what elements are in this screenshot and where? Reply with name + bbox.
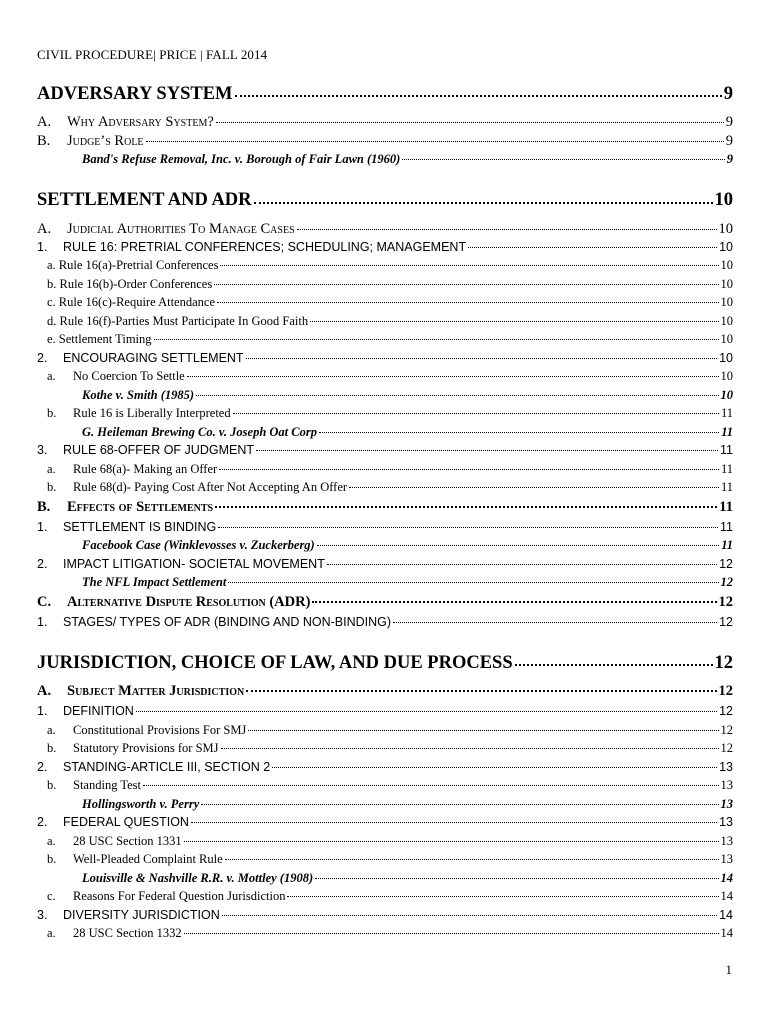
toc-entry-page: 10 bbox=[720, 258, 733, 272]
toc-entry-h3[interactable] bbox=[37, 615, 733, 634]
dot-leader bbox=[246, 690, 716, 692]
toc-entry-label bbox=[37, 351, 244, 365]
dot-leader bbox=[235, 95, 722, 97]
toc-entry-title: 28 USC Section 1331 bbox=[73, 833, 182, 848]
toc-entry-label bbox=[37, 594, 310, 611]
toc-entry-label bbox=[37, 114, 214, 131]
dot-leader bbox=[221, 748, 719, 749]
toc-entry-label bbox=[47, 834, 182, 849]
toc-entry-case[interactable] bbox=[37, 797, 733, 816]
toc-entry-title: Constitutional Provisions For SMJ bbox=[73, 722, 247, 737]
toc-entry-h3[interactable] bbox=[37, 704, 733, 723]
toc-entry-h2[interactable] bbox=[37, 221, 733, 240]
toc-entry-title: Well-Pleaded Complaint Rule bbox=[73, 852, 223, 866]
toc-entry-h4n[interactable] bbox=[37, 926, 733, 945]
toc-entry-number: b. bbox=[47, 741, 57, 755]
toc-entry-title: DIVERSITY JURISDICTION bbox=[63, 907, 220, 922]
toc-entry-title: SETTLEMENT AND ADR bbox=[37, 190, 252, 210]
toc-entry-label bbox=[37, 240, 466, 254]
toc-entry-number: a. bbox=[47, 461, 56, 476]
toc-entry-number: A. bbox=[37, 683, 52, 699]
toc-entry-title: RULE 16: PRETRIAL CONFERENCES; SCHEDULING; MANAGEMENT bbox=[63, 239, 467, 254]
toc-entry-title: No Coercion To Settle bbox=[73, 369, 185, 383]
toc-entry-page: 12 bbox=[719, 556, 733, 571]
toc-entry-title: Facebook Case (Winklevosses v. Zuckerberg) bbox=[82, 538, 315, 552]
dot-leader bbox=[319, 432, 719, 433]
dot-leader bbox=[216, 122, 724, 123]
toc-entry-title: SETTLEMENT IS BINDING bbox=[63, 519, 217, 534]
toc-entry-label bbox=[37, 557, 325, 571]
toc-entry-number: A. bbox=[37, 220, 52, 237]
toc-entry-number: 1. bbox=[37, 614, 48, 629]
toc-entry-label bbox=[37, 653, 513, 674]
toc-entry-title: Louisville & Nashville R.R. v. Mottley (1908) bbox=[82, 870, 314, 885]
toc-entry-h3[interactable] bbox=[37, 557, 733, 576]
toc-entry-page: 9 bbox=[725, 133, 733, 149]
toc-entry-label bbox=[82, 425, 317, 440]
toc-entry-page: 13 bbox=[720, 778, 733, 792]
toc-entry-h4n[interactable] bbox=[37, 741, 733, 760]
toc-entry-title: Rule 68(d)- Paying Cost After Not Accepting An Offer bbox=[73, 480, 348, 494]
dot-leader bbox=[402, 159, 724, 160]
toc-entry-page: 11 bbox=[721, 424, 733, 439]
toc-entry-title: Reasons For Federal Question Jurisdiction bbox=[73, 889, 286, 903]
toc-entry-title: Hollingsworth v. Perry bbox=[82, 796, 200, 811]
toc-entry-page: 11 bbox=[720, 480, 733, 494]
table-of-contents bbox=[37, 74, 733, 945]
toc-entry-h4n[interactable] bbox=[37, 889, 733, 908]
toc-entry-page: 11 bbox=[720, 519, 733, 534]
toc-entry-page: 9 bbox=[725, 114, 733, 130]
toc-entry-title: STANDING-ARTICLE III, SECTION 2 bbox=[63, 759, 271, 774]
dot-leader bbox=[143, 785, 719, 786]
toc-entry-page: 13 bbox=[720, 833, 733, 848]
toc-entry-h4n[interactable] bbox=[37, 369, 733, 388]
toc-entry-h1[interactable] bbox=[37, 181, 733, 221]
toc-entry-title: Judicial Authorities To Manage Cases bbox=[67, 220, 295, 237]
toc-entry-h3[interactable] bbox=[37, 760, 733, 779]
toc-entry-label bbox=[37, 760, 270, 774]
toc-entry-number: C. bbox=[37, 593, 52, 610]
dot-leader bbox=[349, 487, 719, 488]
toc-entry-page: 10 bbox=[720, 332, 733, 346]
toc-entry-label bbox=[37, 815, 189, 829]
toc-entry-label bbox=[47, 369, 185, 384]
toc-entry-h1[interactable] bbox=[37, 74, 733, 114]
toc-entry-number: 1. bbox=[37, 519, 48, 534]
dot-leader bbox=[184, 841, 719, 842]
toc-entry-page: 10 bbox=[714, 190, 733, 210]
toc-entry-page: 11 bbox=[719, 498, 733, 515]
dot-leader bbox=[215, 506, 717, 508]
toc-entry-page: 10 bbox=[720, 369, 733, 383]
toc-entry-number: a. bbox=[47, 833, 56, 848]
dot-leader bbox=[228, 582, 718, 583]
toc-entry-label bbox=[37, 499, 213, 516]
toc-entry-label bbox=[47, 314, 308, 329]
toc-entry-label bbox=[82, 388, 194, 403]
toc-entry-title: ENCOURAGING SETTLEMENT bbox=[63, 350, 244, 365]
toc-entry-label bbox=[47, 406, 231, 421]
toc-entry-number: A. bbox=[37, 114, 52, 130]
toc-entry-h3[interactable] bbox=[37, 443, 733, 462]
toc-entry-title: The NFL Impact Settlement bbox=[82, 575, 227, 589]
toc-entry-page: 12 bbox=[720, 575, 733, 589]
toc-entry-h2b[interactable] bbox=[37, 594, 733, 615]
toc-entry-page: 12 bbox=[718, 593, 733, 610]
toc-entry-label bbox=[37, 908, 220, 922]
document-header: CIVIL PROCEDURE| PRICE | FALL 2014 bbox=[37, 47, 268, 62]
toc-entry-h4[interactable] bbox=[37, 332, 733, 351]
dot-leader bbox=[225, 859, 719, 860]
dot-leader bbox=[214, 284, 718, 285]
toc-entry-label bbox=[47, 741, 219, 756]
toc-entry-page: 13 bbox=[720, 852, 733, 866]
toc-entry-label bbox=[47, 926, 182, 941]
toc-entry-number: a. bbox=[47, 722, 56, 737]
toc-entry-h3[interactable] bbox=[37, 520, 733, 539]
toc-entry-page: 11 bbox=[720, 461, 733, 476]
toc-entry-page: 10 bbox=[720, 387, 733, 402]
toc-entry-h4n[interactable] bbox=[37, 462, 733, 481]
dot-leader bbox=[191, 822, 717, 823]
toc-entry-title: b. Rule 16(b)-Order Conferences bbox=[47, 276, 213, 291]
dot-leader bbox=[219, 469, 719, 470]
toc-entry-page: 11 bbox=[721, 538, 733, 552]
dot-leader bbox=[146, 141, 724, 142]
toc-entry-h4[interactable] bbox=[37, 314, 733, 333]
toc-entry-title: Judge’s Role bbox=[67, 133, 144, 149]
toc-entry-label bbox=[47, 462, 217, 477]
toc-entry-label bbox=[47, 277, 212, 292]
toc-entry-label bbox=[37, 615, 391, 629]
toc-entry-page: 11 bbox=[720, 406, 733, 420]
toc-entry-title: G. Heileman Brewing Co. v. Joseph Oat Corp bbox=[82, 424, 317, 439]
toc-entry-label bbox=[82, 871, 313, 886]
toc-entry-title: Band's Refuse Removal, Inc. v. Borough of Fair Lawn (1960) bbox=[82, 152, 401, 166]
toc-entry-label bbox=[37, 520, 216, 534]
toc-entry-label bbox=[47, 258, 218, 273]
dot-leader bbox=[220, 265, 718, 266]
toc-entry-number: 3. bbox=[37, 443, 48, 457]
toc-entry-page: 10 bbox=[718, 220, 733, 237]
dot-leader bbox=[246, 358, 718, 359]
toc-entry-label bbox=[82, 575, 226, 590]
toc-entry-page: 14 bbox=[719, 907, 733, 922]
dot-leader bbox=[297, 229, 717, 230]
toc-entry-number: b. bbox=[47, 852, 57, 866]
toc-entry-case[interactable] bbox=[37, 538, 733, 557]
toc-entry-page: 12 bbox=[719, 614, 733, 629]
toc-entry-title: ADVERSARY SYSTEM bbox=[37, 83, 233, 104]
dot-leader bbox=[184, 933, 719, 934]
toc-entry-page: 14 bbox=[720, 889, 733, 903]
toc-entry-label bbox=[47, 778, 141, 793]
toc-entry-number: 2. bbox=[37, 759, 48, 774]
toc-entry-title: Why Adversary System? bbox=[67, 114, 214, 130]
toc-entry-page: 10 bbox=[720, 313, 733, 328]
toc-entry-title: RULE 68-OFFER OF JUDGMENT bbox=[63, 443, 254, 457]
toc-entry-title: Alternative Dispute Resolution (ADR) bbox=[67, 593, 311, 610]
toc-entry-number: 2. bbox=[37, 350, 48, 365]
toc-entry-h1[interactable] bbox=[37, 643, 733, 683]
toc-entry-h4[interactable] bbox=[37, 258, 733, 277]
dot-leader bbox=[393, 622, 717, 623]
toc-entry-title: c. Rule 16(c)-Require Attendance bbox=[47, 295, 215, 309]
dot-leader bbox=[222, 915, 717, 916]
dot-leader bbox=[327, 564, 717, 565]
toc-entry-page: 10 bbox=[719, 350, 733, 365]
toc-entry-case[interactable] bbox=[37, 871, 733, 890]
toc-entry-number: B. bbox=[37, 133, 51, 149]
dot-leader bbox=[272, 767, 717, 768]
dot-leader bbox=[217, 302, 719, 303]
toc-entry-title: d. Rule 16(f)-Parties Must Participate In Good Faith bbox=[47, 313, 309, 328]
toc-entry-number: a. bbox=[47, 926, 56, 940]
dot-leader bbox=[154, 339, 719, 340]
toc-entry-label bbox=[37, 704, 134, 718]
toc-entry-title: Kothe v. Smith (1985) bbox=[82, 387, 195, 402]
toc-entry-h4n[interactable] bbox=[37, 480, 733, 499]
toc-entry-number: b. bbox=[47, 480, 57, 494]
toc-entry-h4[interactable] bbox=[37, 277, 733, 296]
dot-leader bbox=[287, 896, 718, 897]
page-number: 1 bbox=[725, 962, 732, 977]
toc-entry-h4n[interactable] bbox=[37, 834, 733, 853]
toc-entry-page: 13 bbox=[719, 815, 733, 829]
toc-entry-page: 11 bbox=[720, 443, 733, 457]
toc-entry-h3[interactable] bbox=[37, 351, 733, 370]
toc-entry-h2[interactable] bbox=[37, 114, 733, 133]
toc-entry-page: 12 bbox=[720, 722, 733, 737]
toc-entry-page: 12 bbox=[718, 683, 733, 699]
toc-entry-number: 1. bbox=[37, 704, 48, 718]
toc-entry-title: Effects of Settlements bbox=[67, 498, 214, 515]
dot-leader bbox=[248, 730, 718, 731]
toc-entry-page: 9 bbox=[723, 83, 733, 104]
toc-entry-label bbox=[37, 84, 233, 105]
toc-entry-case[interactable] bbox=[37, 152, 733, 171]
toc-entry-page: 10 bbox=[719, 239, 733, 254]
toc-entry-label bbox=[47, 852, 223, 867]
toc-entry-h4[interactable] bbox=[37, 295, 733, 314]
toc-entry-title: Rule 16 is Liberally Interpreted bbox=[73, 406, 231, 420]
toc-entry-number: b. bbox=[47, 406, 57, 420]
toc-entry-label bbox=[47, 332, 152, 347]
toc-entry-page: 10 bbox=[720, 295, 733, 309]
toc-entry-number: B. bbox=[37, 498, 51, 515]
toc-entry-label bbox=[82, 538, 315, 553]
toc-entry-number: c. bbox=[47, 889, 56, 903]
toc-entry-label bbox=[37, 133, 144, 150]
toc-entry-title: Rule 68(a)- Making an Offer bbox=[73, 461, 218, 476]
toc-entry-h2[interactable] bbox=[37, 133, 733, 152]
toc-entry-number: 1. bbox=[37, 239, 48, 254]
toc-entry-title: JURISDICTION, CHOICE OF LAW, AND DUE PROCESS bbox=[37, 652, 513, 673]
toc-entry-page: 12 bbox=[719, 704, 733, 718]
toc-entry-title: a. Rule 16(a)-Pretrial Conferences bbox=[47, 258, 219, 272]
dot-leader bbox=[315, 878, 718, 879]
toc-entry-title: STAGES/ TYPES OF ADR (BINDING AND NON-BINDING) bbox=[63, 614, 392, 629]
toc-entry-label bbox=[47, 723, 246, 738]
toc-entry-h4n[interactable] bbox=[37, 406, 733, 425]
toc-entry-page: 9 bbox=[726, 152, 733, 166]
dot-leader bbox=[515, 664, 713, 666]
toc-entry-title: Subject Matter Jurisdiction bbox=[67, 683, 245, 699]
toc-entry-title: Standing Test bbox=[73, 778, 141, 792]
toc-entry-case[interactable] bbox=[37, 575, 733, 594]
dot-leader bbox=[187, 376, 719, 377]
dot-leader bbox=[201, 804, 718, 805]
toc-entry-page: 12 bbox=[720, 741, 733, 755]
dot-leader bbox=[317, 545, 719, 546]
toc-entry-h4n[interactable] bbox=[37, 778, 733, 797]
dot-leader bbox=[312, 601, 716, 603]
dot-leader bbox=[468, 247, 717, 248]
toc-entry-h2b[interactable] bbox=[37, 499, 733, 520]
toc-entry-number: 3. bbox=[37, 907, 48, 922]
toc-entry-label bbox=[47, 889, 285, 904]
toc-entry-page: 14 bbox=[720, 870, 733, 885]
dot-leader bbox=[218, 527, 718, 528]
toc-entry-page: 10 bbox=[720, 276, 733, 291]
toc-entry-number: 2. bbox=[37, 556, 48, 571]
dot-leader bbox=[233, 413, 719, 414]
toc-entry-title: IMPACT LITIGATION- SOCIETAL MOVEMENT bbox=[63, 556, 325, 571]
toc-entry-title: DEFINITION bbox=[63, 704, 134, 718]
dot-leader bbox=[196, 395, 718, 396]
toc-entry-h2b[interactable] bbox=[37, 683, 733, 704]
toc-entry-h4n[interactable] bbox=[37, 852, 733, 871]
toc-entry-case[interactable] bbox=[37, 425, 733, 444]
toc-entry-h3[interactable] bbox=[37, 815, 733, 834]
toc-entry-label bbox=[37, 683, 244, 700]
toc-entry-page: 13 bbox=[719, 759, 733, 774]
toc-entry-label bbox=[37, 190, 252, 211]
toc-entry-label bbox=[82, 797, 199, 812]
toc-entry-page: 14 bbox=[720, 926, 733, 940]
toc-entry-h3[interactable] bbox=[37, 908, 733, 927]
dot-leader bbox=[256, 450, 718, 451]
toc-entry-h4n[interactable] bbox=[37, 723, 733, 742]
toc-entry-title: 28 USC Section 1332 bbox=[73, 926, 182, 940]
toc-entry-label bbox=[37, 443, 254, 457]
toc-entry-label bbox=[82, 152, 400, 167]
toc-entry-number: b. bbox=[47, 778, 57, 792]
toc-entry-case[interactable] bbox=[37, 388, 733, 407]
toc-entry-number: a. bbox=[47, 369, 56, 383]
toc-entry-h3[interactable] bbox=[37, 240, 733, 259]
toc-entry-page: 12 bbox=[714, 652, 733, 673]
toc-entry-label bbox=[47, 480, 347, 495]
toc-entry-number: 2. bbox=[37, 815, 48, 829]
toc-entry-title: FEDERAL QUESTION bbox=[63, 815, 189, 829]
toc-entry-label bbox=[47, 295, 215, 310]
toc-entry-title: Statutory Provisions for SMJ bbox=[73, 741, 219, 755]
toc-entry-title: e. Settlement Timing bbox=[47, 332, 152, 346]
toc-entry-page: 13 bbox=[720, 796, 733, 811]
dot-leader bbox=[310, 321, 718, 322]
dot-leader bbox=[254, 202, 713, 204]
dot-leader bbox=[136, 711, 717, 712]
toc-entry-label bbox=[37, 221, 295, 238]
